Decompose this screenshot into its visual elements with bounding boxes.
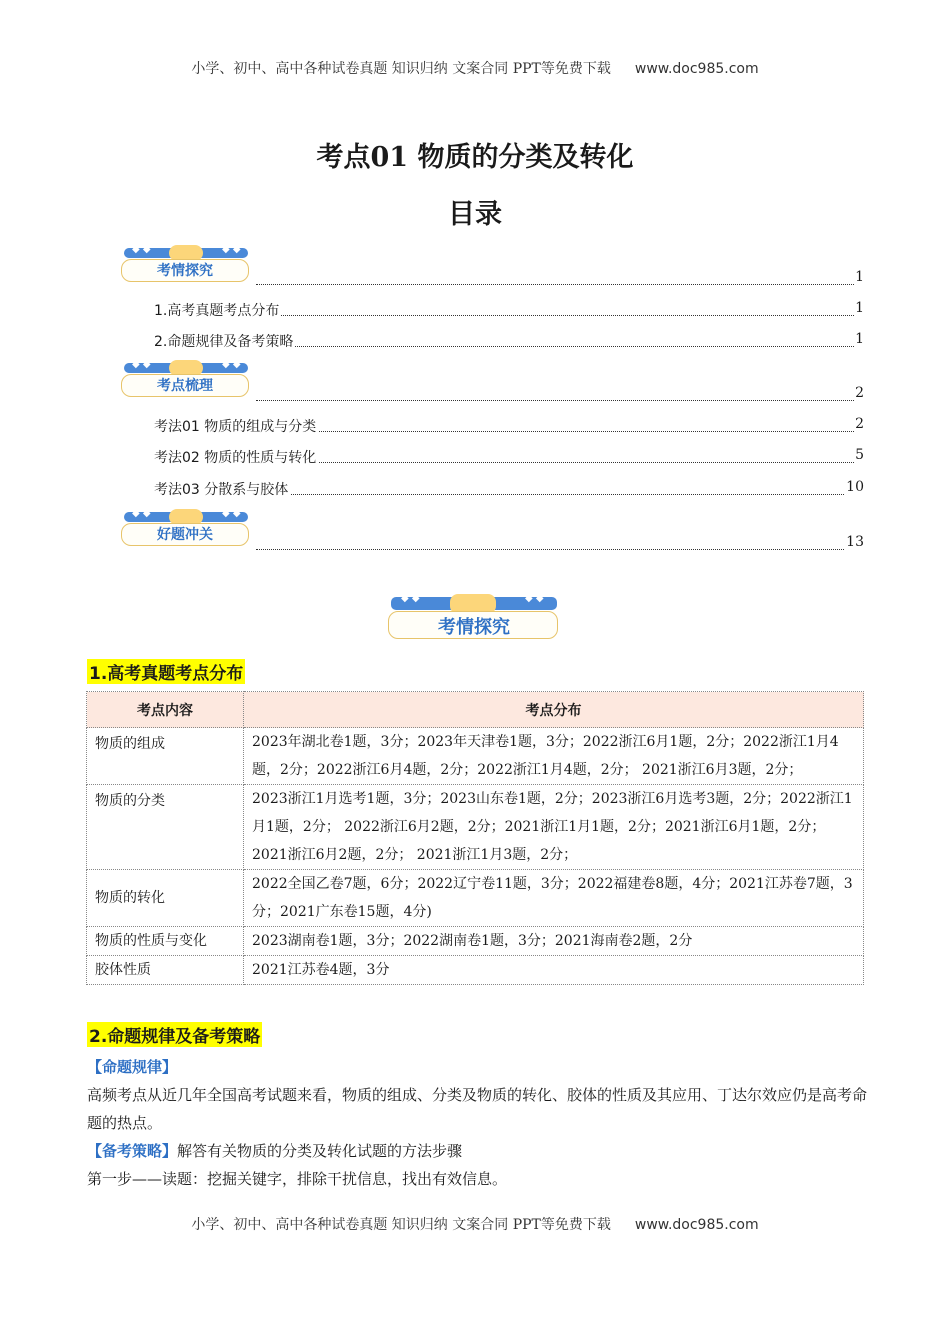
toc-entry-page: 13: [846, 534, 864, 550]
table-header-row: [87, 692, 864, 728]
distribution-cell: 2023湖南卷1题，3分；2022湖南卷1题，3分；2021海南卷2题，2分: [244, 927, 864, 956]
rule-label: [87, 1053, 867, 1081]
rule-label-text: 【命题规律】: [87, 1058, 178, 1076]
table-row: [87, 956, 864, 985]
topic-cell: 物质的转化: [87, 870, 244, 927]
toc-entry[interactable]: [0, 447, 950, 469]
strategy-text: 解答有关物质的分类及转化试题的方法步骤: [177, 1142, 463, 1160]
toc-entry-text: 考法01 物质的组成与分类: [154, 416, 318, 436]
toc-entry-text: 1.高考真题考点分布: [154, 300, 281, 320]
toc-badge-practice: ◆ ◆ ◆ ◆ 好题冲关: [121, 510, 251, 548]
topic-cell: 胶体性质: [87, 956, 244, 985]
toc-entry-text: 考法03 分散系与胶体: [154, 479, 290, 499]
section2-heading: 2.命题规律及备考策略: [87, 1022, 262, 1047]
toc-entry-page: 1: [855, 331, 864, 347]
section-badge-label: 考情探究: [438, 617, 510, 638]
table-row: [87, 785, 864, 870]
distribution-cell: 2021江苏卷4题，3分: [244, 956, 864, 985]
step1-text: 第一步——读题：挖掘关键字，排除干扰信息，找出有效信息。: [87, 1170, 508, 1188]
section-badge-exam-analysis: ◆ ◆ ◆ ◆ 考情探究: [388, 595, 560, 641]
toc-entry-page: 5: [855, 447, 864, 463]
distribution-cell: 2023年湖北卷1题，3分；2023年天津卷1题，3分；2022浙江6月1题，2分；2022浙江1月4题，2分；2022浙江6月4题，2分；2022浙江1月4题，2分； 2021浙江6月3题，2分；: [244, 728, 864, 785]
toc-entry[interactable]: [0, 479, 950, 501]
footer-site[interactable]: www.doc985.com: [634, 1217, 759, 1233]
topic-cell: 物质的性质与变化: [87, 927, 244, 956]
page-title: 考点01 物质的分类及转化: [316, 142, 634, 173]
distribution-cell: 2022全国乙卷7题，6分；2022辽宁卷11题，3分；2022福建卷8题，4分；2021江苏卷7题，3分；2021广东卷15题，4分): [244, 870, 864, 927]
toc-entry-page: 10: [846, 479, 864, 495]
footer-text: 小学、初中、高中各种试卷真题 知识归纳 文案合同 PPT等免费下载: [191, 1217, 611, 1233]
toc-badge-label: 考点梳理: [157, 378, 213, 394]
toc-title: 目录: [448, 199, 502, 230]
table-header: 考点内容: [87, 692, 244, 728]
table-row: [87, 870, 864, 927]
toc-badge-key-points: ◆ ◆ ◆ ◆ 考点梳理: [121, 361, 251, 399]
table-header: 考点分布: [244, 692, 864, 728]
toc-entry[interactable]: [0, 534, 950, 556]
toc-entry[interactable]: [0, 300, 950, 322]
toc-badge-label: 考情探究: [157, 263, 213, 279]
table-row: [87, 728, 864, 785]
table-row: [87, 927, 864, 956]
topic-cell: 物质的组成: [87, 728, 244, 785]
section1-heading: 1.高考真题考点分布: [87, 659, 245, 684]
strategy-paragraph: [87, 1137, 867, 1165]
toc-entry-text: 2.命题规律及备考策略: [154, 331, 295, 351]
toc-entry-page: 1: [855, 269, 864, 285]
strategy-label: 【备考策略】: [87, 1142, 178, 1160]
toc-entry[interactable]: [0, 331, 950, 353]
page-footer: [0, 1214, 950, 1234]
toc-entry-page: 2: [855, 416, 864, 432]
page-header: [0, 58, 950, 78]
toc-badge-label: 好题冲关: [157, 527, 213, 543]
toc-badge-exam-analysis: ◆ ◆ ◆ ◆ 考情探究: [121, 246, 251, 284]
toc-entry[interactable]: [0, 416, 950, 438]
toc-entry-page: 2: [855, 385, 864, 401]
topic-cell: 物质的分类: [87, 785, 244, 870]
header-text: 小学、初中、高中各种试卷真题 知识归纳 文案合同 PPT等免费下载: [191, 61, 611, 77]
rule-text: 高频考点从近几年全国高考试题来看，物质的组成、分类及物质的转化、胶体的性质及其应用、丁达尔效应仍是高考命题的热点。: [87, 1086, 868, 1132]
distribution-cell: 2023浙江1月选考1题，3分；2023山东卷1题，2分；2023浙江6月选考3题，2分；2022浙江1月1题，2分； 2022浙江6月2题，2分；2021浙江1月1题，2分；2021浙江6月1题，2分；2021浙江6月2题，2分； 2021浙江1月3题，2分；: [244, 785, 864, 870]
header-site[interactable]: www.doc985.com: [634, 61, 759, 77]
exam-distribution-table: [86, 691, 864, 985]
toc-entry-page: 1: [855, 300, 864, 316]
toc-entry[interactable]: [0, 269, 950, 291]
toc-entry-text: 考法02 物质的性质与转化: [154, 447, 318, 467]
toc-entry[interactable]: [0, 385, 950, 407]
